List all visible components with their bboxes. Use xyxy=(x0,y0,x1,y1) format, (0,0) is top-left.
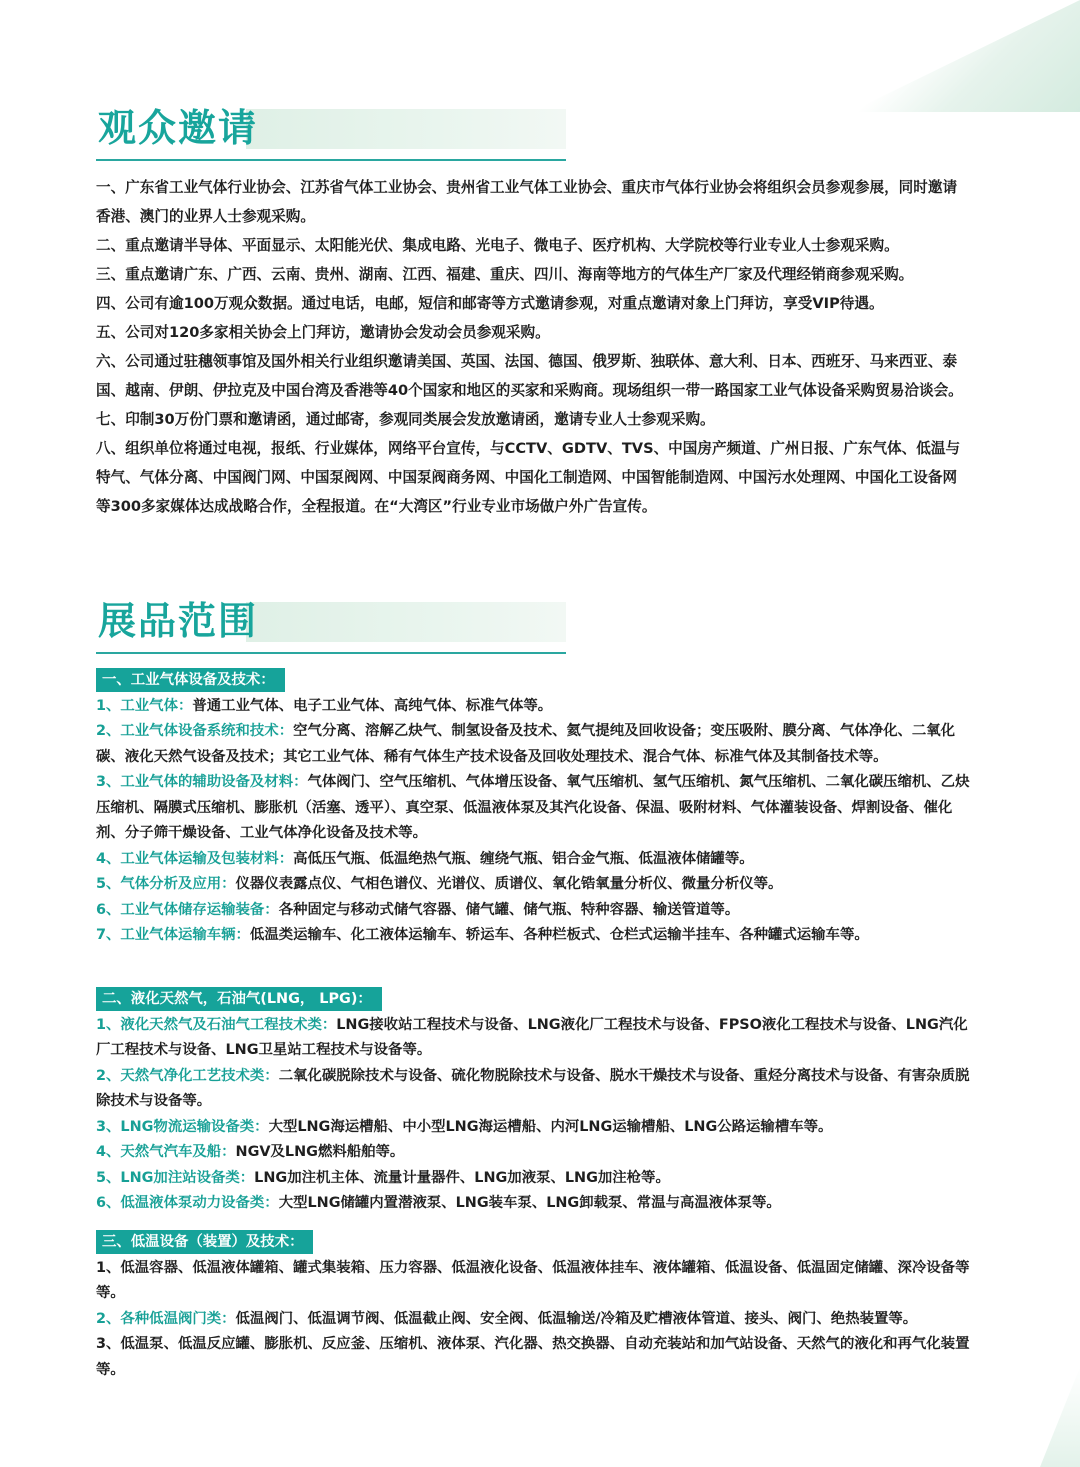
item-text: 高低压气瓶、低温绝热气瓶、缠绕气瓶、铝合金气瓶、低温液体储罐等。 xyxy=(293,850,754,867)
list-item xyxy=(96,1166,971,1192)
list-item xyxy=(96,1140,971,1166)
list-item xyxy=(96,1064,971,1115)
item-label: 1、工业气体： xyxy=(96,697,193,714)
corner-decoration-bottom xyxy=(1040,1367,1080,1467)
item-text: 大型LNG海运槽船、中小型LNG海运槽船、内河LNG运输槽船、LNG公路运输槽车等。 xyxy=(268,1118,833,1135)
invitation-item: 三、重点邀请广东、广西、云南、贵州、湖南、江西、福建、重庆、四川、海南等地方的气体生产厂家及代理经销商参观采购。 xyxy=(96,266,914,283)
section-title: 展品范围 xyxy=(98,599,259,643)
item-text: 二氧化碳脱除技术与设备、硫化物脱除技术与设备、脱水干燥技术与设备、重烃分离技术与设备、有害杂质脱除技术与设备等。 xyxy=(96,1067,970,1109)
invitation-item: 二、重点邀请半导体、平面显示、太阳能光伏、集成电路、光电子、微电子、医疗机构、大学院校等行业专业人士参观采购。 xyxy=(96,237,899,254)
item-text: 气体阀门、空气压缩机、气体增压设备、氧气压缩机、氢气压缩机、氮气压缩机、二氧化碳压缩机、乙炔压缩机、隔膜式压缩机、膨胀机（活塞、透平）、真空泵、低温液体泵及其汽化设备、保温、吸附材料、气体灌装设备、焊割设备、催化剂、分子筛干燥设备、工业气体净化设备及技术等。 xyxy=(96,774,970,841)
item-text: 1、低温容器、低温液体罐箱、罐式集装箱、压力容器、低温液化设备、低温液体挂车、液体罐箱、低温设备、低温固定储罐、深冷设备等等。 xyxy=(96,1259,970,1301)
list-item xyxy=(96,872,971,898)
item-text: 仪器仪表露点仪、气相色谱仪、光谱仪、质谱仪、氧化锆氧量分析仪、微量分析仪等。 xyxy=(235,876,783,892)
item-text: 大型LNG储罐内置潜液泵、LNG装车泵、LNG卸载泵、常温与高温液体泵等。 xyxy=(278,1195,781,1211)
item-text: 3、低温泵、低温反应罐、膨胀机、反应釜、压缩机、液体泵、汽化器、热交换器、自动充装站和加气站设备、天然气的液化和再气化装置等。 xyxy=(96,1336,970,1378)
list-item xyxy=(96,1256,971,1307)
item-text: LNG加注机主体、流量计量器件、LNG加液泵、LNG加注枪等。 xyxy=(254,1169,670,1186)
list-item xyxy=(96,847,971,873)
list-item xyxy=(96,923,971,949)
list-item xyxy=(96,770,971,847)
item-text: NGV及LNG燃料船舶等。 xyxy=(235,1144,405,1160)
invitation-item: 四、公司有逾100万观众数据。通过电话，电邮，短信和邮寄等方式邀请参观，对重点邀请对象上门拜访，享受VIP待遇。 xyxy=(96,295,884,312)
category-lng-lpg xyxy=(96,987,971,1217)
item-text: LNG接收站工程技术与设备、LNG液化厂工程技术与设备、FPSO液化工程技术与设备、LNG汽化厂工程技术与设备、LNG卫星站工程技术与设备等。 xyxy=(96,1016,968,1058)
list-item xyxy=(96,1191,971,1217)
item-text: 普通工业气体、电子工业气体、高纯气体、标准气体等。 xyxy=(192,697,553,714)
section-header-underline xyxy=(96,159,566,161)
item-text: 低温类运输车、化工液体运输车、轿运车、各种栏板式、仓栏式运输半挂车、各种罐式运输车等。 xyxy=(249,927,869,943)
invitation-item: 六、公司通过驻穗领事馆及国外相关行业组织邀请美国、英国、法国、德国、俄罗斯、独联体、意大利、日本、西班牙、马来西亚、泰国、越南、伊朗、伊拉克及中国台湾及香港等40个国家和地区的买家和采购商。现场组织一带一路国家工业气体设备采购贸易洽谈会。 xyxy=(96,353,963,399)
section-header-underline xyxy=(96,652,566,654)
item-label: 3、LNG物流运输设备类： xyxy=(96,1118,269,1135)
invitation-item: 五、公司对120多家相关协会上门拜访，邀请协会发动会员参观采购。 xyxy=(96,324,550,341)
corner-decoration-top xyxy=(850,0,1080,112)
item-label: 5、气体分析及应用： xyxy=(96,876,236,892)
list-item xyxy=(96,1013,971,1064)
item-label: 2、工业气体设备系统和技术： xyxy=(96,723,294,739)
category-industrial-gas xyxy=(96,668,971,949)
category-heading: 一、工业气体设备及技术： xyxy=(96,668,285,692)
section-header-audience-invitation xyxy=(96,101,566,161)
section-header-band xyxy=(246,602,566,642)
list-item xyxy=(96,719,971,770)
item-text: 空气分离、溶解乙炔气、制氢设备及技术、氦气提纯及回收设备；变压吸附、膜分离、气体净化、二氧化碳、液化天然气设备及技术；其它工业气体、稀有气体生产技术设备及回收处理技术、混合气体、标准气体及其制备技术等。 xyxy=(96,723,956,765)
invitation-item: 八、组织单位将通过电视，报纸、行业媒体，网络平台宣传，与CCTV、GDTV、TVS、中国房产频道、广州日报、广东气体、低温与特气、气体分离、中国阀门网、中国泵阀网、中国泵阀商务网、中国化工制造网、中国智能制造网、中国污水处理网、中国化工设备网等300多家媒体达成战略合作，全程报道。在“大湾区”行业专业市场做户外广告宣传。 xyxy=(96,440,961,515)
section-header-exhibit-scope xyxy=(96,594,566,654)
invitation-paragraphs xyxy=(96,173,971,521)
item-text: 低温阀门、低温调节阀、低温截止阀、安全阀、低温输送/冷箱及贮槽液体管道、接头、阀门、绝热装置等。 xyxy=(235,1310,918,1327)
list-item xyxy=(96,694,971,720)
invitation-item: 一、广东省工业气体行业协会、江苏省气体工业协会、贵州省工业气体工业协会、重庆市气体行业协会将组织会员参观参展，同时邀请香港、澳门的业界人士参观采购。 xyxy=(96,179,958,225)
category-heading: 二、液化天然气，石油气(LNG， LPG)： xyxy=(96,987,382,1011)
list-item xyxy=(96,898,971,924)
item-label: 4、工业气体运输及包装材料： xyxy=(96,850,294,867)
category-cryogenic xyxy=(96,1230,971,1383)
item-text: 各种固定与移动式储气容器、储气罐、储气瓶、特种容器、输送管道等。 xyxy=(278,901,740,918)
section-header-band xyxy=(246,109,566,149)
section-title: 观众邀请 xyxy=(98,106,259,150)
item-label: 3、工业气体的辅助设备及材料： xyxy=(96,774,308,790)
item-label: 6、工业气体储存运输装备： xyxy=(96,901,279,918)
item-label: 6、低温液体泵动力设备类： xyxy=(96,1195,279,1211)
item-label: 1、液化天然气及石油气工程技术类： xyxy=(96,1016,337,1033)
item-label: 2、天然气净化工艺技术类： xyxy=(96,1067,279,1084)
item-label: 2、各种低温阀门类： xyxy=(96,1310,236,1327)
list-item xyxy=(96,1332,971,1383)
invitation-item: 七、印制30万份门票和邀请函，通过邮寄，参观同类展会发放邀请函，邀请专业人士参观采购。 xyxy=(96,411,715,428)
list-item xyxy=(96,1115,971,1141)
item-label: 5、LNG加注站设备类： xyxy=(96,1169,255,1186)
item-label: 7、工业气体运输车辆： xyxy=(96,927,250,943)
list-item xyxy=(96,1307,971,1333)
item-label: 4、天然气汽车及船： xyxy=(96,1144,236,1160)
category-heading: 三、低温设备（装置）及技术： xyxy=(96,1230,313,1254)
